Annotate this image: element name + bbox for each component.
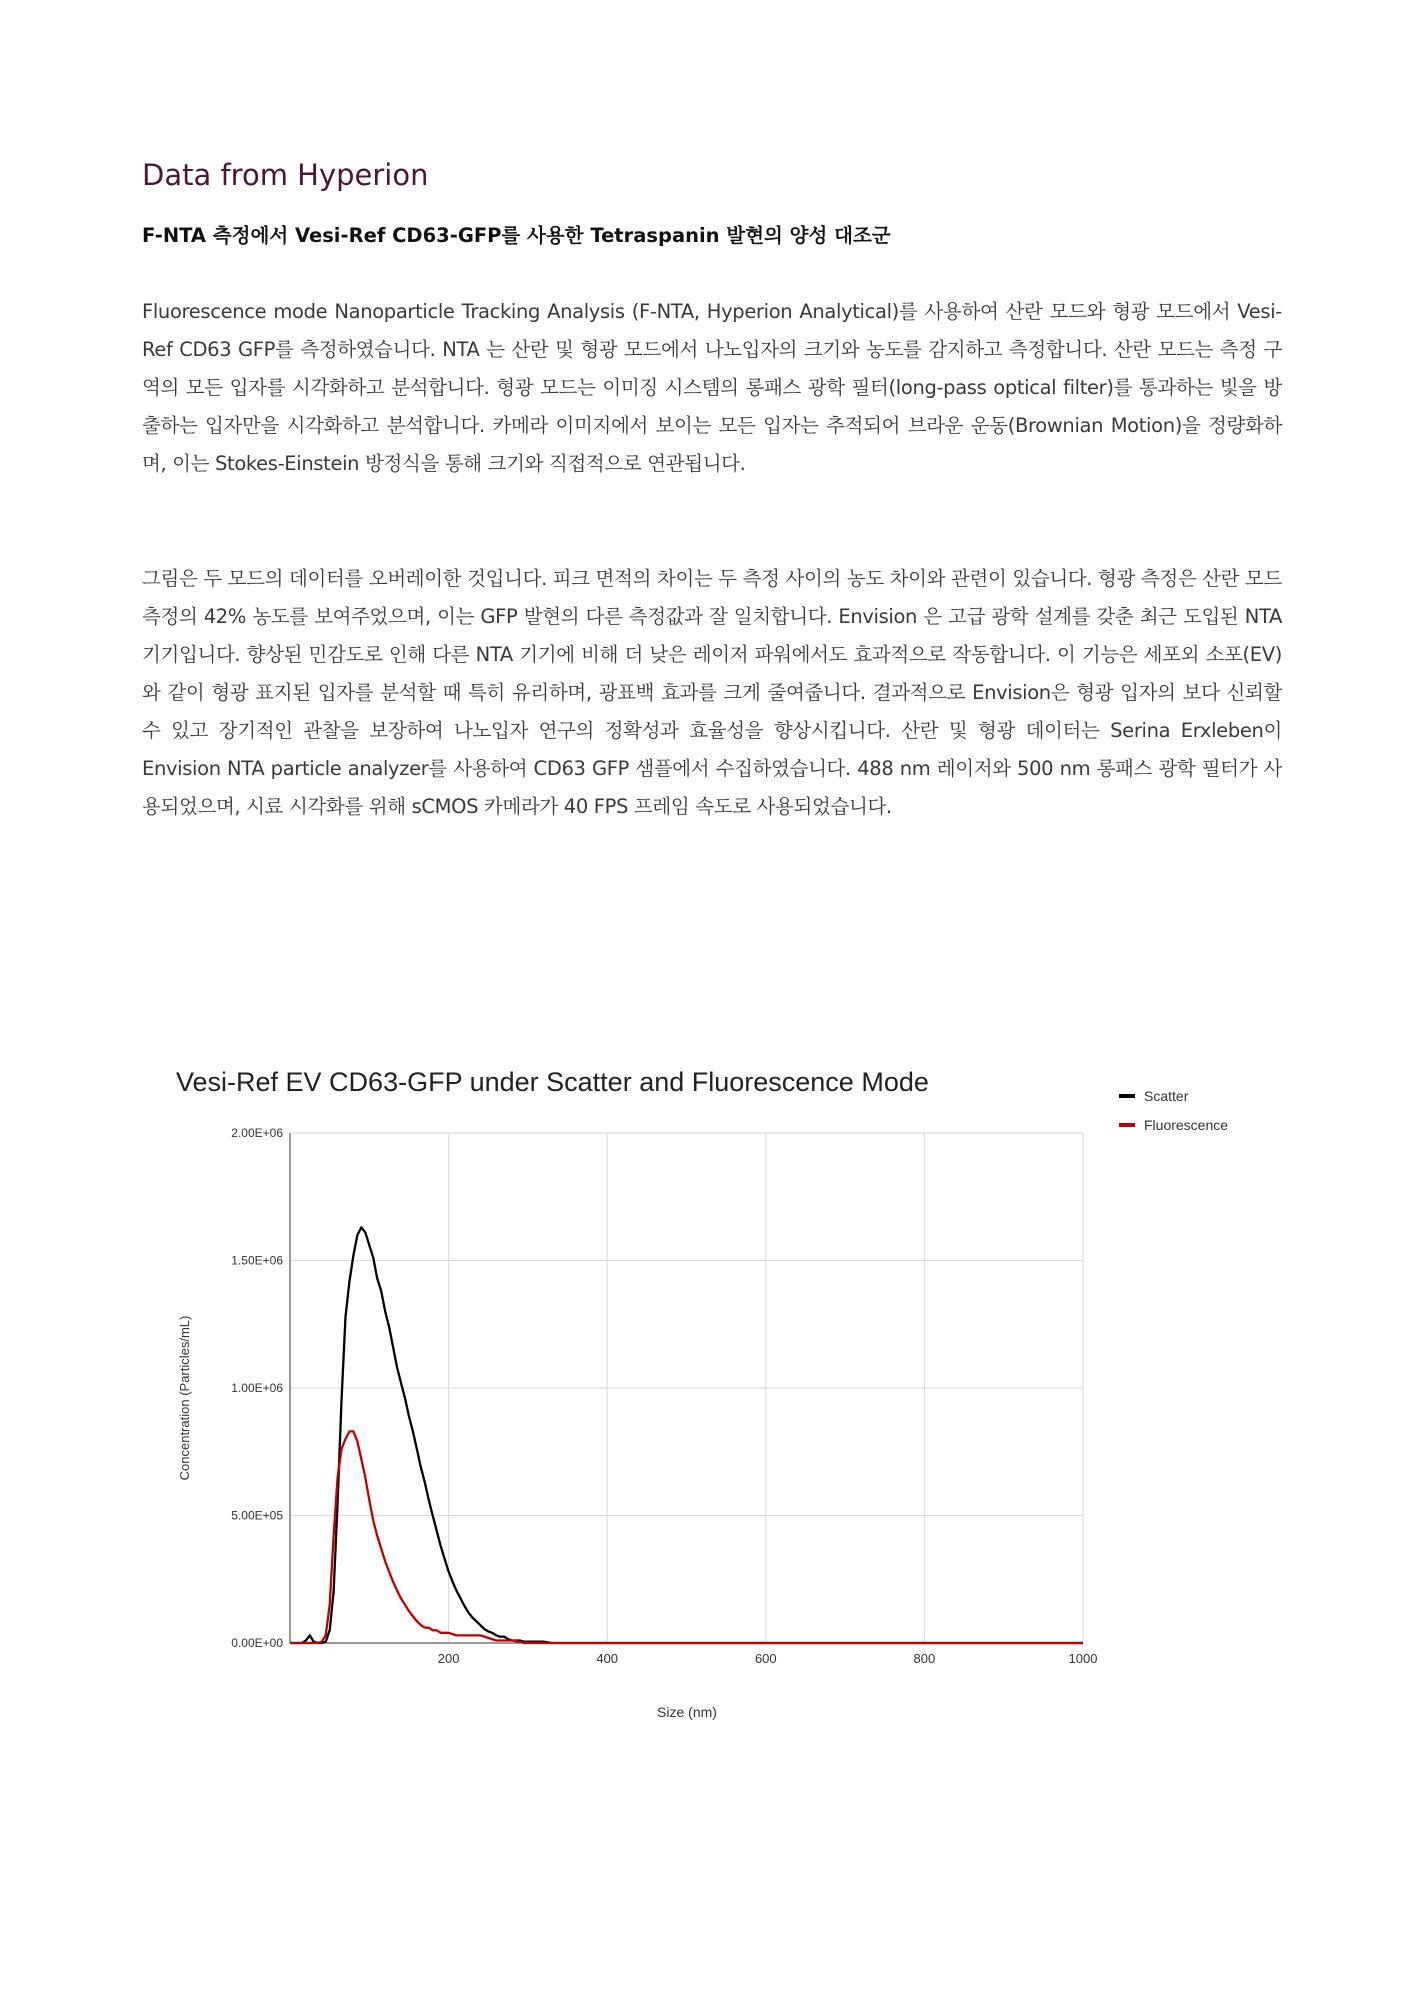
section-subtitle: F-NTA 측정에서 Vesi-Ref CD63-GFP를 사용한 Tetraspanin 발현의 양성 대조군	[142, 224, 891, 247]
paragraph-results: 그림은 두 모드의 데이터를 오버레이한 것입니다. 피크 면적의 차이는 두 측정 사이의 농도 차이와 관련이 있습니다. 형광 측정은 산란 모드 측정의 42% 농도를 보여주었으며, 이는 GFP 발현의 다른 측정값과 잘 일치합니다. Envision 은 고급 광학 설계를 갖춘 최근 도입된 NTA 기기입니다. 향상된 민감도로 인해 다른 NTA 기기에 비해 더 낮은 레이저 파워에서도 효과적으로 작동합니다. 이 기능은 세포외 소포(EV)와 같이 형광 표지된 입자를 분석할 때 특히 유리하며, 광표백 효과를 크게 줄여줍니다. 결과적으로 Envision은 형광 입자의 보다 신뢰할 수 있고 장기적인 관찰을 보장하여 나노입자 연구의 정확성과 효율성을 향상시킵니다. 산란 및 형광 데이터는 Serina Erxleben이 Envision NTA particle analyzer를 사용하여 CD63 GFP 샘플에서 수집하였습니다. 488 nm 레이저와 500 nm 롱패스 광학 필터가 사용되었으며, 시료 시각화를 위해 sCMOS 카메라가 40 FPS 프레임 속도로 사용되었습니다.	[142, 567, 1282, 818]
series-line-fluorescence	[290, 1431, 1083, 1643]
y-tick-label: 1.50E+06	[231, 1253, 283, 1268]
series-line-scatter	[290, 1227, 1083, 1643]
legend-label-scatter: Scatter	[1144, 1088, 1189, 1104]
chart-svg	[170, 1060, 1290, 1750]
paragraph-method: Fluorescence mode Nanoparticle Tracking Analysis (F-NTA, Hyperion Analytical)를 사용하여 산란 모드와 형광 모드에서 Vesi-Ref CD63 GFP를 측정하였습니다. NTA 는 산란 및 형광 모드에서 나노입자의 크기와 농도를 감지하고 측정합니다. 산란 모드는 측정 구역의 모든 입자를 시각화하고 분석합니다. 형광 모드는 이미징 시스템의 롱패스 광학 필터(long-pass optical filter)를 통과하는 빛을 방출하는 입자만을 시각화하고 분석합니다. 카메라 이미지에서 보이는 모든 입자는 추적되어 브라운 운동(Brownian Motion)을 정량화하며, 이는 Stokes-Einstein 방정식을 통해 크기와 직접적으로 연관됩니다.	[142, 300, 1282, 475]
chart-title: Vesi-Ref EV CD63-GFP under Scatter and Fluorescence Mode	[176, 1067, 929, 1097]
y-tick-label: 2.00E+06	[231, 1126, 283, 1140]
legend-label-fluorescence: Fluorescence	[1144, 1117, 1229, 1133]
chart-axes	[231, 1126, 1097, 1666]
chart-series	[290, 1227, 1083, 1643]
size-distribution-chart	[170, 1060, 1290, 1750]
x-tick-label: 200	[437, 1651, 460, 1666]
y-axis-label: Concentration (Particles/mL)	[177, 1315, 192, 1481]
page-title: Data from Hyperion	[142, 158, 429, 192]
y-tick-label: 1.00E+06	[231, 1381, 283, 1395]
y-tick-label: 0.00E+00	[231, 1636, 283, 1650]
x-tick-label: 400	[596, 1651, 619, 1666]
x-axis-label: Size (nm)	[657, 1704, 717, 1720]
x-tick-label: 600	[754, 1651, 777, 1666]
y-tick-label: 5.00E+05	[231, 1508, 283, 1523]
x-tick-label: 1000	[1068, 1651, 1098, 1666]
chart-grid	[290, 1133, 1083, 1643]
chart-legend	[1119, 1088, 1228, 1133]
x-tick-label: 800	[913, 1651, 936, 1666]
